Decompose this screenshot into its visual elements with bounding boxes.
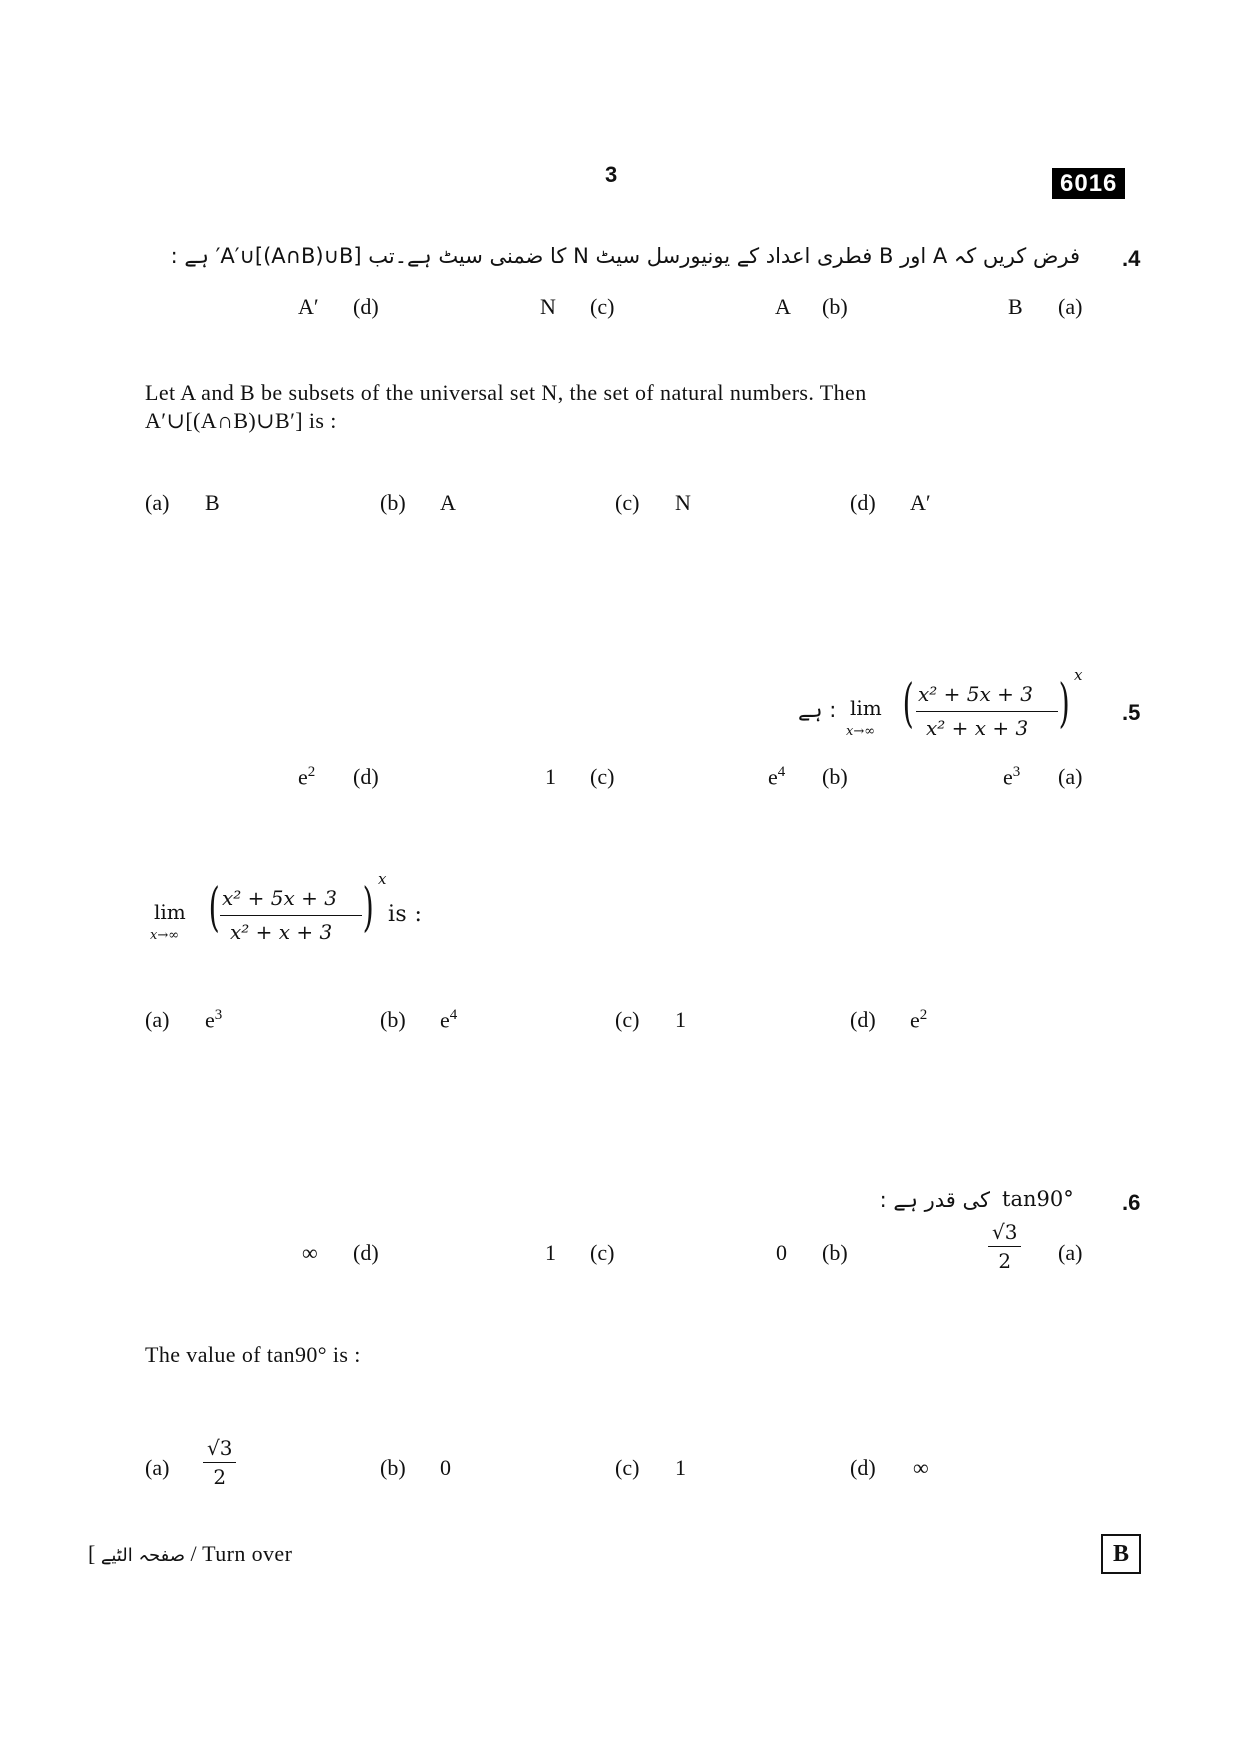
footer-turn-over — [88, 1541, 292, 1567]
q4-english-line2: A′∪[(A∩B)∪B′] is : — [145, 408, 337, 433]
q6-urdu-option-b-label: (b) — [822, 1240, 848, 1265]
paper-code: 6016 — [1052, 168, 1125, 199]
q4-urdu-option-c-value: N — [540, 294, 556, 319]
q5-urdu-exponent: x — [1074, 666, 1083, 684]
q5-option-c-label: (c) — [615, 1007, 640, 1032]
footer-bracket: [ — [88, 1541, 96, 1566]
q5-urdu-option-d-value: $e^2$ — [298, 764, 316, 790]
q5-urdu-option-a-value: $e^3$ — [1003, 764, 1021, 790]
q5-english-suffix: is : — [388, 902, 423, 927]
q5-option-b-label: (b) — [380, 1007, 406, 1032]
q5-exponent: x — [378, 870, 387, 888]
q6-urdu-option-c-value: 1 — [545, 1240, 556, 1265]
q5-option-d-label: (d) — [850, 1007, 876, 1032]
q5-denominator: x² + x + 3 — [230, 920, 333, 944]
q6-urdu-option-b-value: 0 — [776, 1240, 787, 1265]
q6-number: .6 — [1122, 1190, 1141, 1215]
q4-option-c-value: N — [675, 490, 691, 515]
version-badge: B — [1101, 1534, 1141, 1574]
q4-urdu-option-a-label: (a) — [1058, 294, 1083, 319]
q5-numerator: x² + 5x + 3 — [222, 886, 337, 910]
q6-english-text: The value of tan90° is : — [145, 1342, 361, 1367]
q5-urdu-option-a-label: (a) — [1058, 764, 1083, 789]
q5-urdu-numerator: x² + 5x + 3 — [918, 682, 1033, 706]
q5-option-b-value: $e^4$ — [440, 1007, 458, 1033]
q6-option-d-value: ∞ — [913, 1455, 929, 1480]
q4-urdu-option-b-value: A — [775, 294, 791, 319]
q4-urdu-option-d-label: (d) — [353, 294, 379, 319]
q5-urdu-option-c-value: 1 — [545, 764, 556, 789]
footer-urdu: صفحہ الٹیے — [100, 1545, 186, 1566]
q6-urdu-expression: tan90° — [1002, 1187, 1074, 1211]
q6-option-d-label: (d) — [850, 1455, 876, 1480]
q5-urdu-expression: : ہے lim x→∞ ( x² + 5x + 3 x² + x + 3 ) x — [798, 666, 1083, 740]
q4-option-c-label: (c) — [615, 490, 640, 515]
page-number: 3 — [605, 162, 618, 187]
q5-english-expression: lim x→∞ ( x² + 5x + 3 x² + x + 3 ) x is : — [150, 870, 423, 944]
q6-option-c-value: 1 — [675, 1455, 686, 1480]
q5-option-a-label: (a) — [145, 1007, 170, 1032]
q4-option-a-value: B — [205, 490, 220, 515]
q5-urdu-suffix: : ہے — [798, 698, 837, 722]
q5-option-d-value: $e^2$ — [910, 1007, 928, 1033]
q4-option-b-value: A — [440, 490, 456, 515]
q5-urdu-lim: lim — [850, 696, 882, 720]
q6-urdu-option-d-value: ∞ — [302, 1240, 318, 1265]
q5-urdu-lim-sub: x→∞ — [846, 724, 876, 739]
q4-option-b-label: (b) — [380, 490, 406, 515]
q4-urdu-text: فرض کریں کہ A اور B فطری اعداد کے یونیورسل سیٹ N کا ضمنی سیٹ ہے۔تب [A′∪[(A∩B)∪B′ ہے : — [170, 244, 1080, 268]
q5-lim: lim — [154, 900, 186, 924]
q4-option-d-label: (d) — [850, 490, 876, 515]
q5-option-c-value: 1 — [675, 1007, 686, 1032]
q5-urdu-option-c-label: (c) — [590, 764, 615, 789]
q5-fraction-bar — [220, 915, 362, 916]
q5-lim-sub: x→∞ — [150, 928, 180, 943]
q4-option-d-value: A′ — [910, 490, 931, 515]
q6-urdu-text: کی قدر ہے : — [879, 1188, 990, 1212]
q5-number: .5 — [1122, 700, 1141, 725]
q4-urdu-option-c-label: (c) — [590, 294, 615, 319]
q6-urdu-option-c-label: (c) — [590, 1240, 615, 1265]
q4-urdu-option-b-label: (b) — [822, 294, 848, 319]
footer-separator: / — [190, 1541, 197, 1566]
q6-urdu-option-a-value: $\frac{√3}{2}$ — [988, 1220, 1021, 1273]
q4-urdu-option-a-value: B — [1008, 294, 1023, 319]
q6-option-a-value: $\frac{√3}{2}$ — [203, 1436, 236, 1489]
q6-urdu-option-a-label: (a) — [1058, 1240, 1083, 1265]
q5-urdu-option-d-label: (d) — [353, 764, 379, 789]
q4-urdu-option-d-value: A′ — [298, 294, 319, 319]
q4-option-a-label: (a) — [145, 490, 170, 515]
q5-urdu-fraction-bar — [916, 711, 1058, 712]
q6-option-b-value: 0 — [440, 1455, 451, 1480]
footer-turn-over-text: Turn over — [202, 1541, 293, 1566]
q4-english-line1: Let A and B be subsets of the universal set N, the set of natural numbers. Then — [145, 380, 867, 405]
q5-urdu-denominator: x² + x + 3 — [926, 716, 1029, 740]
q6-option-a-label: (a) — [145, 1455, 170, 1480]
q5-urdu-option-b-label: (b) — [822, 764, 848, 789]
q4-number: .4 — [1122, 246, 1141, 271]
q5-urdu-option-b-value: $e^4$ — [768, 764, 786, 790]
q6-option-b-label: (b) — [380, 1455, 406, 1480]
q6-option-c-label: (c) — [615, 1455, 640, 1480]
q5-option-a-value: $e^3$ — [205, 1007, 223, 1033]
q6-urdu-option-d-label: (d) — [353, 1240, 379, 1265]
